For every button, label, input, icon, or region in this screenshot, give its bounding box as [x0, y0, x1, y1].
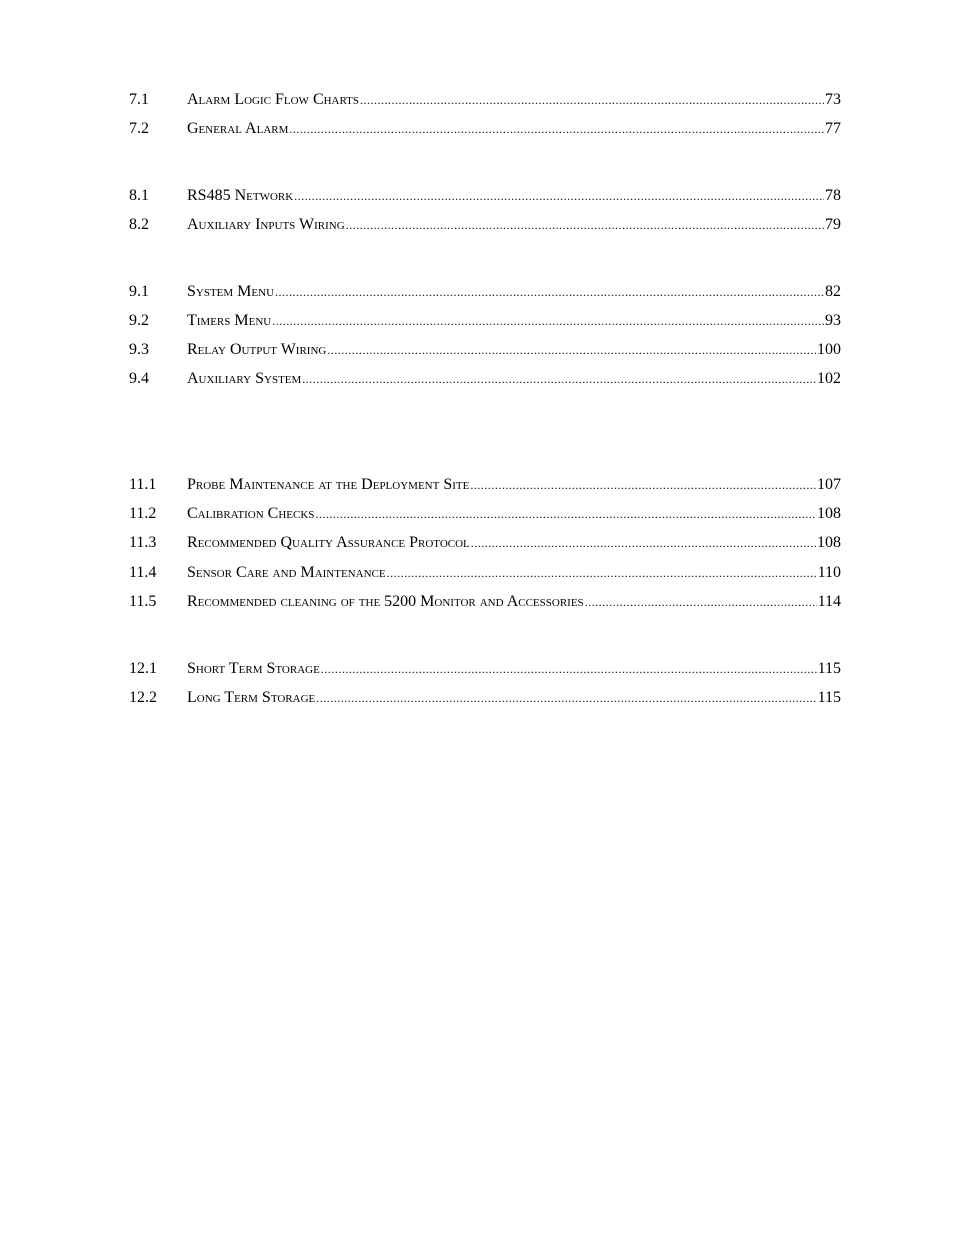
- toc-entry[interactable]: [129, 368, 841, 390]
- toc-entry-number: 8.1: [129, 187, 149, 204]
- toc-entry-number: 7.1: [129, 91, 149, 108]
- toc-entry[interactable]: [129, 658, 841, 680]
- toc-entry-title: Short Term Storage: [187, 660, 320, 677]
- toc-dot-leader: [316, 687, 816, 709]
- toc-entry-page: 79: [825, 216, 841, 233]
- toc-entry-number: 12.2: [129, 689, 157, 706]
- toc-entry-number: 9.4: [129, 370, 149, 387]
- toc-entry-title: General Alarm: [187, 120, 289, 137]
- toc-entry-title: RS485 Network: [187, 187, 294, 204]
- toc-entry-title: Calibration Checks: [187, 505, 315, 522]
- toc-dot-leader: [315, 503, 816, 525]
- toc-entry[interactable]: [129, 503, 841, 525]
- toc-entry[interactable]: [129, 339, 841, 361]
- toc-entry-number: 8.2: [129, 216, 149, 233]
- toc-entry-page: 73: [825, 91, 841, 108]
- toc-entry-title: Recommended Quality Assurance Protocol: [187, 534, 470, 551]
- toc-entry-number: 11.3: [129, 534, 157, 551]
- toc-entry-page: 115: [817, 660, 841, 677]
- toc-entry-number: 11.1: [129, 476, 157, 493]
- toc-entry-page: 107: [817, 476, 841, 493]
- toc-entry-title: Auxiliary System: [187, 370, 302, 387]
- toc-entry-number: 7.2: [129, 120, 149, 137]
- toc-entry[interactable]: [129, 562, 841, 584]
- toc-entry[interactable]: [129, 591, 841, 613]
- toc-entry-page: 114: [817, 593, 841, 610]
- toc-entry-title: Recommended cleaning of the 5200 Monitor and Accessories: [187, 593, 584, 610]
- toc-entry[interactable]: [129, 118, 841, 140]
- toc-entry[interactable]: [129, 89, 841, 111]
- toc-dot-leader: [321, 658, 817, 680]
- toc-dot-leader: [275, 281, 824, 303]
- toc-entry[interactable]: [129, 687, 841, 709]
- toc-entry[interactable]: [129, 281, 841, 303]
- toc-entry-page: 93: [825, 312, 841, 329]
- toc-entry[interactable]: [129, 474, 841, 496]
- toc-entry[interactable]: [129, 310, 841, 332]
- toc-dot-leader: [294, 185, 824, 207]
- toc-entry-number: 9.3: [129, 341, 149, 358]
- toc-entry-title: Timers Menu: [187, 312, 272, 329]
- toc-entry[interactable]: [129, 532, 841, 554]
- toc-entry-number: 9.2: [129, 312, 149, 329]
- toc-entry-title: Probe Maintenance at the Deployment Site: [187, 476, 470, 493]
- toc-dot-leader: [346, 214, 824, 236]
- toc-entry-title: System Menu: [187, 283, 275, 300]
- toc-entry-page: 115: [817, 689, 841, 706]
- toc-entry-page: 100: [817, 341, 841, 358]
- toc-entry-page: 108: [817, 505, 841, 522]
- toc-entry-page: 108: [817, 534, 841, 551]
- toc-entry-title: Auxiliary Inputs Wiring: [187, 216, 345, 233]
- toc-dot-leader: [387, 562, 817, 584]
- toc-dot-leader: [470, 474, 816, 496]
- toc-entry-page: 77: [825, 120, 841, 137]
- toc-entry-number: 11.5: [129, 593, 157, 610]
- toc-entry-title: Relay Output Wiring: [187, 341, 327, 358]
- toc-entry-page: 102: [817, 370, 841, 387]
- toc-dot-leader: [585, 591, 817, 613]
- toc-dot-leader: [302, 368, 816, 390]
- toc-entry-number: 11.4: [129, 564, 157, 581]
- toc-entry-page: 110: [817, 564, 841, 581]
- toc-dot-leader: [327, 339, 816, 361]
- toc-dot-leader: [471, 532, 816, 554]
- toc-entry-title: Long Term Storage: [187, 689, 316, 706]
- toc-dot-leader: [360, 89, 824, 111]
- toc-entry-page: 78: [825, 187, 841, 204]
- toc-entry-number: 11.2: [129, 505, 157, 522]
- toc-dot-leader: [272, 310, 824, 332]
- toc-entry-page: 82: [825, 283, 841, 300]
- toc-entry[interactable]: [129, 185, 841, 207]
- toc-entry-number: 9.1: [129, 283, 149, 300]
- toc-dot-leader: [289, 118, 824, 140]
- toc-entry-title: Sensor Care and Maintenance: [187, 564, 386, 581]
- toc-entry-number: 12.1: [129, 660, 157, 677]
- toc-entry[interactable]: [129, 214, 841, 236]
- toc-entry-title: Alarm Logic Flow Charts: [187, 91, 360, 108]
